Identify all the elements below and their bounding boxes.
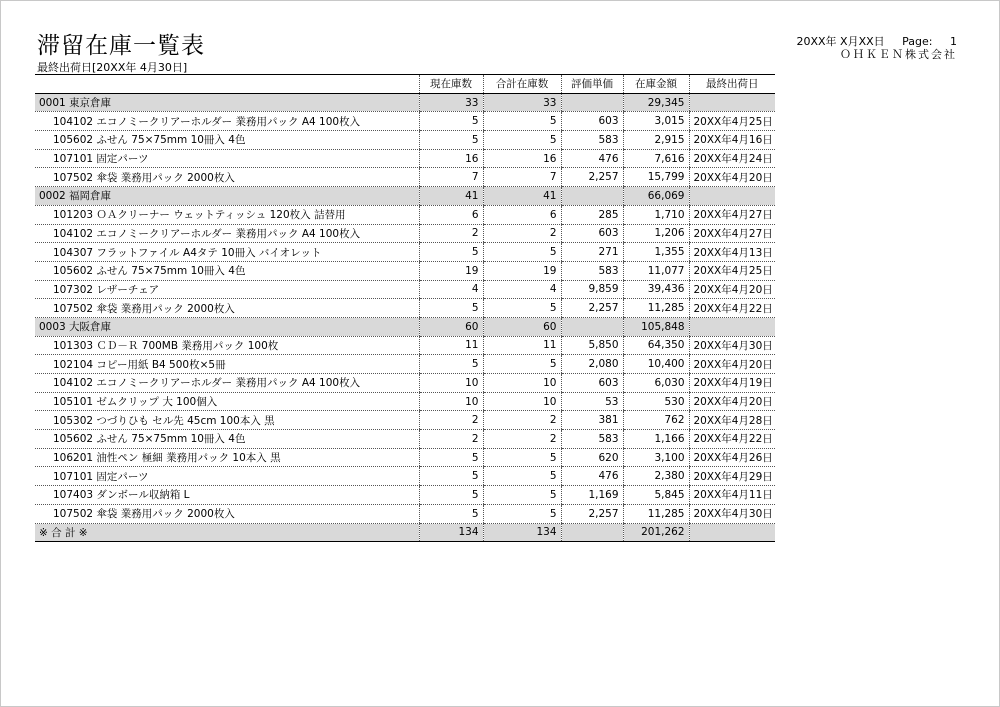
item-name: 107502 傘袋 業務用パック 2000枚入 (35, 299, 419, 318)
report-title: 滞留在庫一覧表 (37, 33, 205, 59)
item-name: 107502 傘袋 業務用パック 2000枚入 (35, 504, 419, 523)
item-stock: 16 (419, 149, 483, 168)
item-name: 104307 フラットファイル A4タテ 10冊入 バイオレット (35, 243, 419, 262)
item-last-ship-date: 20XX年4月25日 (689, 112, 775, 131)
item-total-stock: 2 (483, 430, 561, 449)
item-total-stock: 7 (483, 168, 561, 187)
item-last-ship-date: 20XX年4月30日 (689, 336, 775, 355)
col-header-name (35, 75, 419, 94)
item-name: 107101 固定パーツ (35, 149, 419, 168)
item-last-ship-date: 20XX年4月22日 (689, 299, 775, 318)
item-amount: 1,355 (623, 243, 689, 262)
col-header-stock: 現在庫数 (419, 75, 483, 94)
item-stock: 2 (419, 224, 483, 243)
item-amount: 6,030 (623, 374, 689, 393)
item-unit-price: 476 (561, 149, 623, 168)
warehouse-name: 0001 東京倉庫 (35, 93, 419, 112)
item-total-stock: 16 (483, 149, 561, 168)
item-last-ship-date: 20XX年4月19日 (689, 374, 775, 393)
item-unit-price: 2,080 (561, 355, 623, 374)
item-name: 104102 エコノミークリアーホルダー 業務用パック A4 100枚入 (35, 374, 419, 393)
table-row (35, 299, 775, 318)
group-last-ship-date (689, 317, 775, 336)
company-name: ＯＨＫＥＮ株式会社 (840, 48, 957, 61)
item-last-ship-date: 20XX年4月27日 (689, 224, 775, 243)
grand-total-unit-price (561, 523, 623, 542)
group-unit-price (561, 187, 623, 206)
stock-table (35, 74, 775, 542)
item-unit-price: 5,850 (561, 336, 623, 355)
col-header-last-ship-date: 最終出荷日 (689, 75, 775, 94)
group-amount: 66,069 (623, 187, 689, 206)
item-last-ship-date: 20XX年4月30日 (689, 504, 775, 523)
item-last-ship-date: 20XX年4月20日 (689, 280, 775, 299)
item-stock: 2 (419, 430, 483, 449)
page-number: 1 (950, 35, 957, 48)
table-row (35, 504, 775, 523)
item-total-stock: 5 (483, 112, 561, 131)
item-name: 107302 レザーチェア (35, 280, 419, 299)
item-name: 102104 コピー用紙 B4 500枚×5冊 (35, 355, 419, 374)
table-row (35, 430, 775, 449)
item-name: 101203 ＯＡクリーナー ウェットティッシュ 120枚入 詰替用 (35, 205, 419, 224)
item-total-stock: 5 (483, 355, 561, 374)
warehouse-group-row (35, 317, 775, 336)
group-stock: 41 (419, 187, 483, 206)
table-row (35, 112, 775, 131)
table-row (35, 467, 775, 486)
item-amount: 39,436 (623, 280, 689, 299)
item-unit-price: 1,169 (561, 486, 623, 505)
item-unit-price: 583 (561, 430, 623, 449)
item-total-stock: 5 (483, 467, 561, 486)
col-header-unit-price: 評価単価 (561, 75, 623, 94)
item-total-stock: 6 (483, 205, 561, 224)
table-row (35, 280, 775, 299)
item-unit-price: 603 (561, 112, 623, 131)
item-unit-price: 476 (561, 467, 623, 486)
grand-total-last-ship-date (689, 523, 775, 542)
item-name: 105602 ふせん 75×75mm 10冊入 4色 (35, 131, 419, 150)
group-stock: 33 (419, 93, 483, 112)
item-last-ship-date: 20XX年4月20日 (689, 355, 775, 374)
grand-total-row (35, 523, 775, 542)
item-stock: 5 (419, 486, 483, 505)
item-amount: 3,100 (623, 448, 689, 467)
item-stock: 7 (419, 168, 483, 187)
table-row (35, 149, 775, 168)
item-amount: 2,380 (623, 467, 689, 486)
table-row (35, 486, 775, 505)
item-stock: 2 (419, 411, 483, 430)
warehouse-group-row (35, 93, 775, 112)
page-label: Page: (902, 35, 933, 48)
table-row (35, 131, 775, 150)
item-unit-price: 603 (561, 374, 623, 393)
item-amount: 11,285 (623, 299, 689, 318)
table-row (35, 374, 775, 393)
item-last-ship-date: 20XX年4月13日 (689, 243, 775, 262)
last-shipment-condition: 最終出荷日[20XX年 4月30日] (37, 61, 188, 74)
group-unit-price (561, 317, 623, 336)
item-stock: 5 (419, 355, 483, 374)
item-amount: 762 (623, 411, 689, 430)
item-unit-price: 285 (561, 205, 623, 224)
item-unit-price: 271 (561, 243, 623, 262)
item-stock: 10 (419, 392, 483, 411)
item-stock: 4 (419, 280, 483, 299)
item-last-ship-date: 20XX年4月28日 (689, 411, 775, 430)
item-total-stock: 5 (483, 504, 561, 523)
item-last-ship-date: 20XX年4月26日 (689, 448, 775, 467)
item-total-stock: 5 (483, 486, 561, 505)
item-last-ship-date: 20XX年4月16日 (689, 131, 775, 150)
item-unit-price: 583 (561, 261, 623, 280)
item-stock: 6 (419, 205, 483, 224)
item-name: 106201 油性ペン 極細 業務用パック 10本入 黒 (35, 448, 419, 467)
item-total-stock: 19 (483, 261, 561, 280)
warehouse-group-row (35, 187, 775, 206)
item-name: 104102 エコノミークリアーホルダー 業務用パック A4 100枚入 (35, 112, 419, 131)
item-stock: 19 (419, 261, 483, 280)
item-stock: 5 (419, 299, 483, 318)
warehouse-name: 0003 大阪倉庫 (35, 317, 419, 336)
item-stock: 11 (419, 336, 483, 355)
group-last-ship-date (689, 187, 775, 206)
item-name: 107101 固定パーツ (35, 467, 419, 486)
item-amount: 530 (623, 392, 689, 411)
item-name: 105302 つづりひも セル先 45cm 100本入 黒 (35, 411, 419, 430)
table-row (35, 168, 775, 187)
item-unit-price: 2,257 (561, 168, 623, 187)
group-unit-price (561, 93, 623, 112)
item-amount: 1,206 (623, 224, 689, 243)
item-amount: 7,616 (623, 149, 689, 168)
item-last-ship-date: 20XX年4月24日 (689, 149, 775, 168)
item-name: 105602 ふせん 75×75mm 10冊入 4色 (35, 261, 419, 280)
item-amount: 3,015 (623, 112, 689, 131)
grand-total-total-stock: 134 (483, 523, 561, 542)
item-amount: 5,845 (623, 486, 689, 505)
item-name: 107502 傘袋 業務用パック 2000枚入 (35, 168, 419, 187)
table-row (35, 261, 775, 280)
table-row (35, 355, 775, 374)
item-amount: 10,400 (623, 355, 689, 374)
table-row (35, 392, 775, 411)
item-unit-price: 583 (561, 131, 623, 150)
group-total-stock: 33 (483, 93, 561, 112)
group-last-ship-date (689, 93, 775, 112)
item-amount: 1,710 (623, 205, 689, 224)
item-total-stock: 5 (483, 299, 561, 318)
item-last-ship-date: 20XX年4月11日 (689, 486, 775, 505)
warehouse-name: 0002 福岡倉庫 (35, 187, 419, 206)
item-stock: 5 (419, 504, 483, 523)
item-last-ship-date: 20XX年4月27日 (689, 205, 775, 224)
item-stock: 5 (419, 243, 483, 262)
table-row (35, 336, 775, 355)
item-total-stock: 10 (483, 392, 561, 411)
item-name: 107403 ダンボール収納箱 L (35, 486, 419, 505)
item-stock: 5 (419, 448, 483, 467)
item-amount: 1,166 (623, 430, 689, 449)
col-header-total-stock: 合計在庫数 (483, 75, 561, 94)
item-unit-price: 603 (561, 224, 623, 243)
col-header-amount: 在庫金額 (623, 75, 689, 94)
table-row (35, 411, 775, 430)
item-name: 101303 ＣＤ－Ｒ 700MB 業務用パック 100枚 (35, 336, 419, 355)
item-unit-price: 2,257 (561, 299, 623, 318)
item-amount: 64,350 (623, 336, 689, 355)
item-name: 104102 エコノミークリアーホルダー 業務用パック A4 100枚入 (35, 224, 419, 243)
item-name: 105602 ふせん 75×75mm 10冊入 4色 (35, 430, 419, 449)
table-body (35, 93, 775, 542)
item-unit-price: 2,257 (561, 504, 623, 523)
item-amount: 15,799 (623, 168, 689, 187)
item-stock: 5 (419, 467, 483, 486)
report-meta (796, 35, 957, 61)
item-total-stock: 11 (483, 336, 561, 355)
table-row (35, 448, 775, 467)
item-total-stock: 2 (483, 224, 561, 243)
group-amount: 105,848 (623, 317, 689, 336)
item-total-stock: 5 (483, 448, 561, 467)
item-total-stock: 5 (483, 131, 561, 150)
grand-total-stock: 134 (419, 523, 483, 542)
item-stock: 10 (419, 374, 483, 393)
item-last-ship-date: 20XX年4月29日 (689, 467, 775, 486)
table-row (35, 243, 775, 262)
item-unit-price: 620 (561, 448, 623, 467)
grand-total-amount: 201,262 (623, 523, 689, 542)
item-unit-price: 9,859 (561, 280, 623, 299)
grand-total-label: ※ 合 計 ※ (35, 523, 419, 542)
group-total-stock: 60 (483, 317, 561, 336)
item-stock: 5 (419, 131, 483, 150)
item-total-stock: 4 (483, 280, 561, 299)
item-last-ship-date: 20XX年4月22日 (689, 430, 775, 449)
group-amount: 29,345 (623, 93, 689, 112)
print-date: 20XX年 X月XX日 (796, 35, 885, 48)
item-unit-price: 381 (561, 411, 623, 430)
group-total-stock: 41 (483, 187, 561, 206)
table-header-row (35, 75, 775, 94)
item-amount: 11,077 (623, 261, 689, 280)
item-stock: 5 (419, 112, 483, 131)
item-last-ship-date: 20XX年4月20日 (689, 168, 775, 187)
item-amount: 2,915 (623, 131, 689, 150)
item-total-stock: 10 (483, 374, 561, 393)
item-last-ship-date: 20XX年4月20日 (689, 392, 775, 411)
item-name: 105101 ゼムクリップ 大 100個入 (35, 392, 419, 411)
table-row (35, 224, 775, 243)
item-last-ship-date: 20XX年4月25日 (689, 261, 775, 280)
item-total-stock: 2 (483, 411, 561, 430)
item-unit-price: 53 (561, 392, 623, 411)
item-total-stock: 5 (483, 243, 561, 262)
item-amount: 11,285 (623, 504, 689, 523)
group-stock: 60 (419, 317, 483, 336)
table-row (35, 205, 775, 224)
